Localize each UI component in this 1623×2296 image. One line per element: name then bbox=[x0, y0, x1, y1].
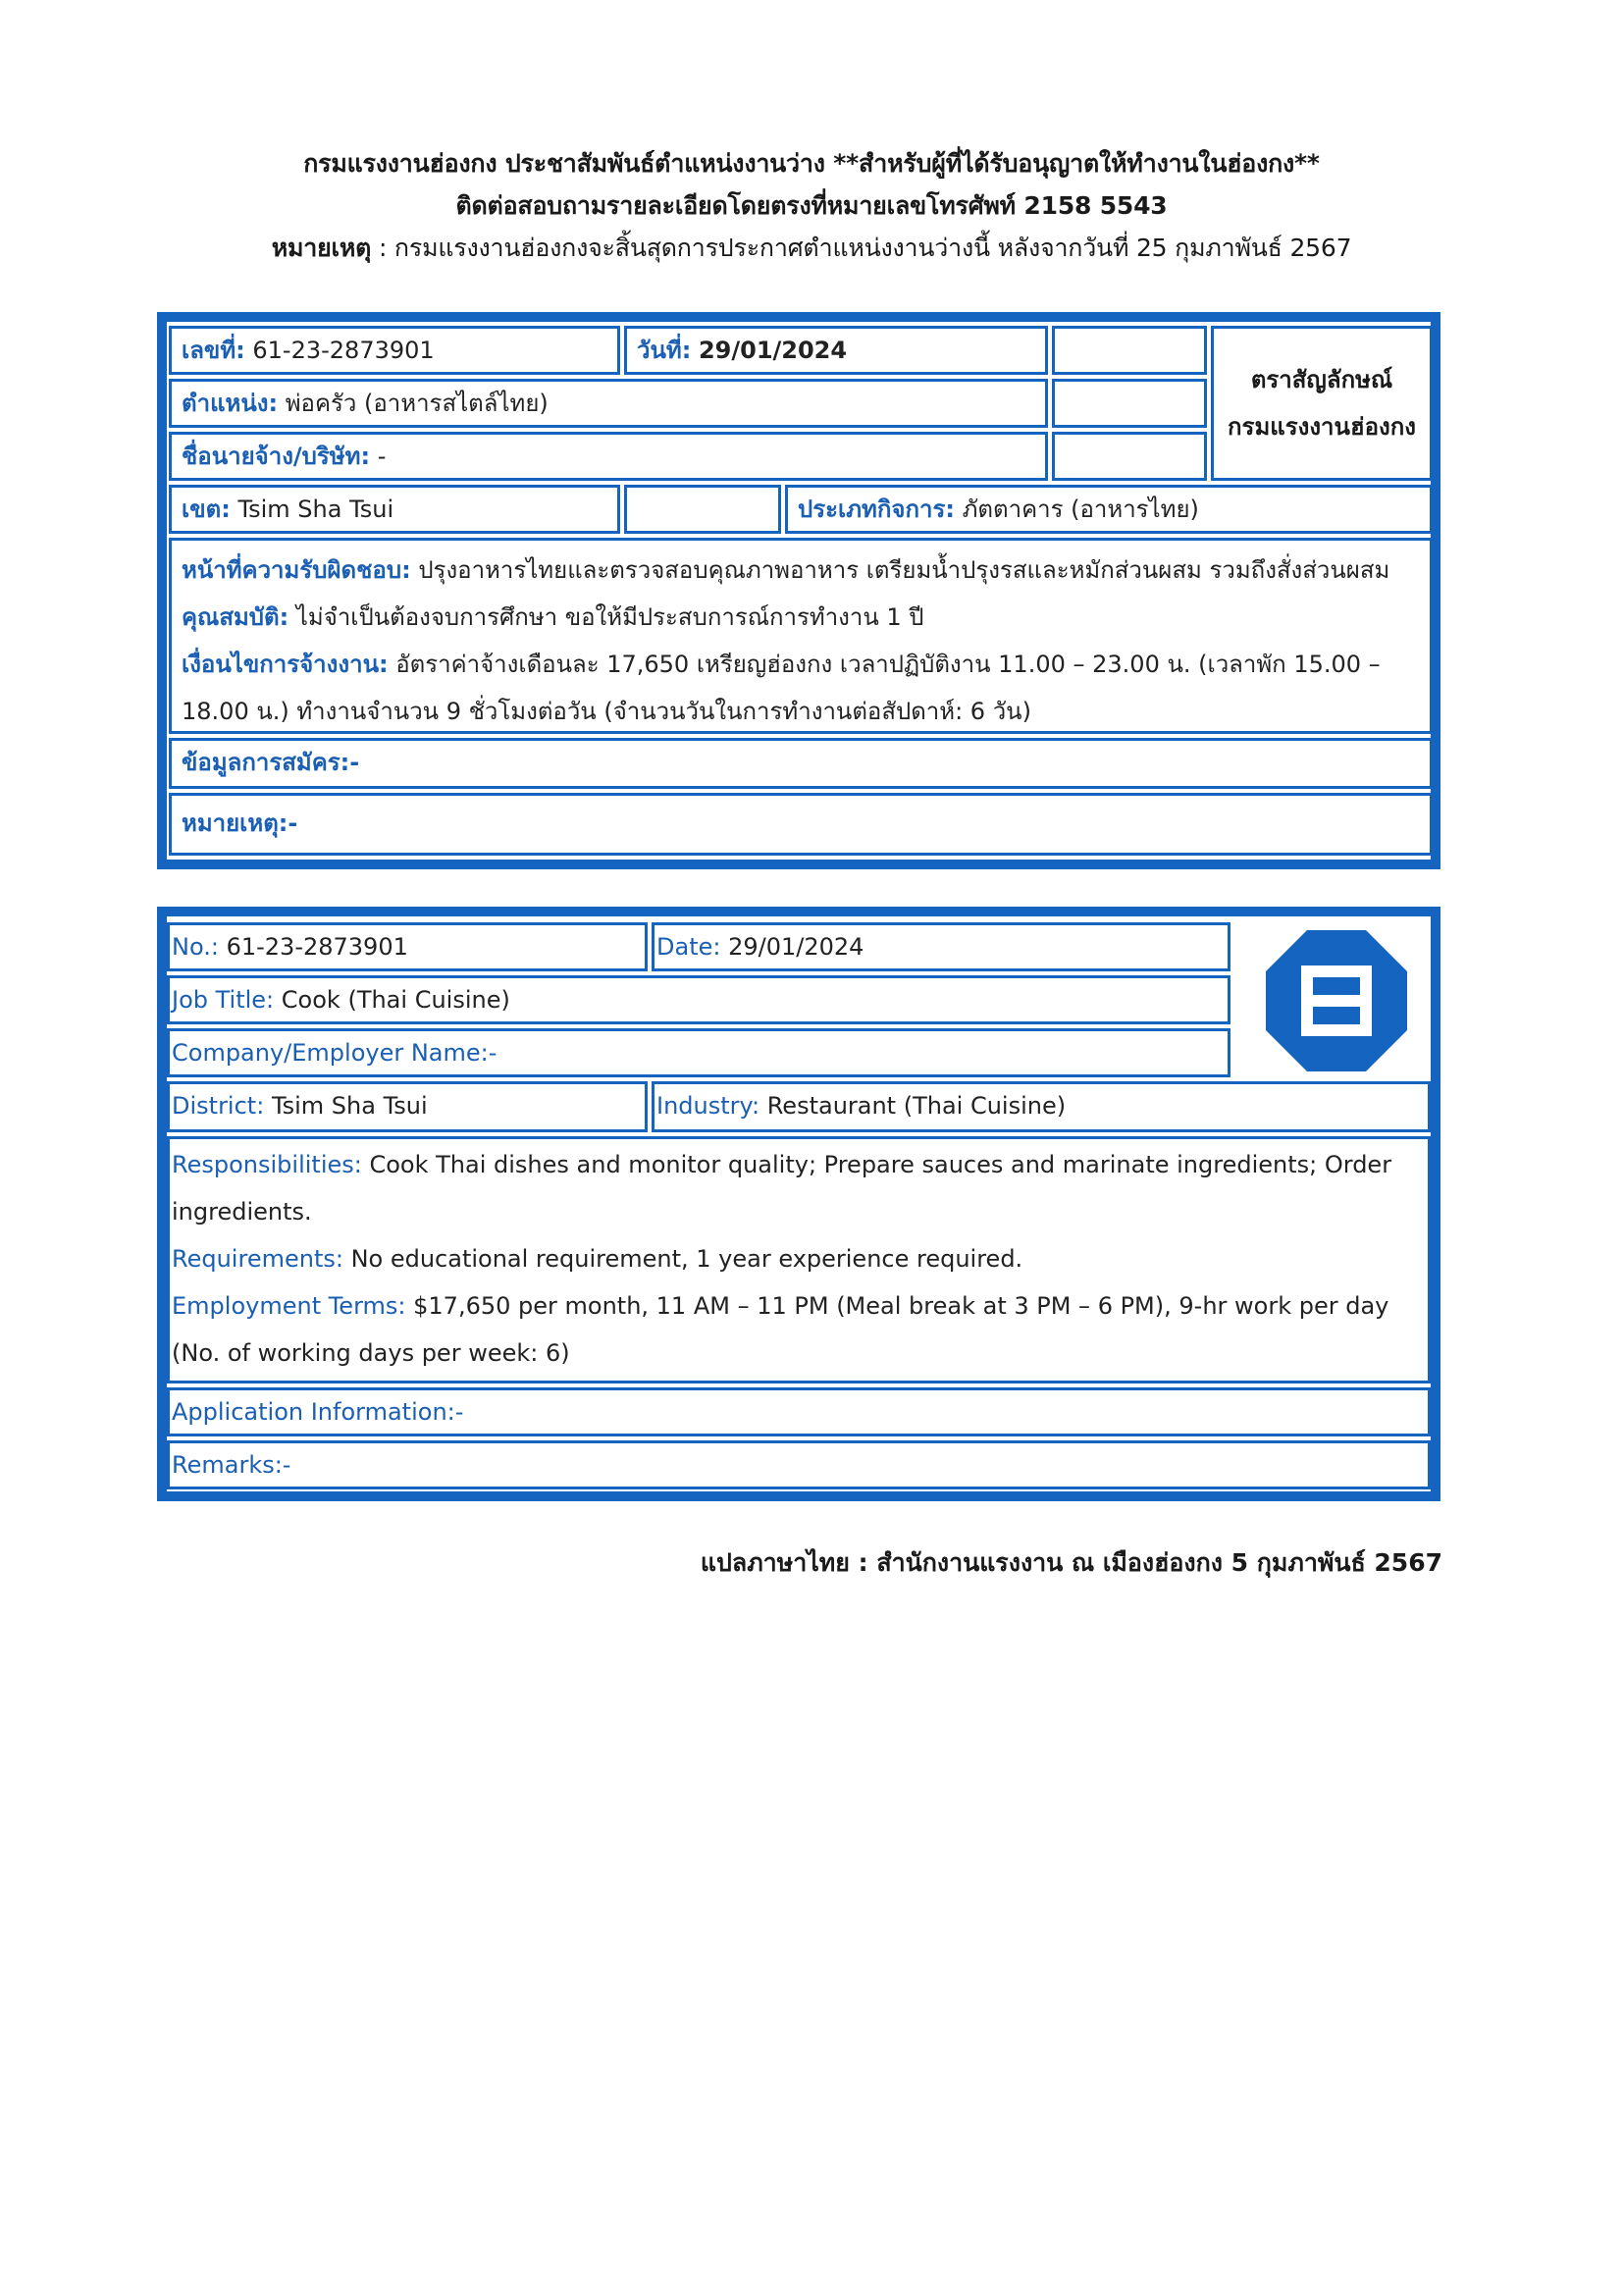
thai-terms bbox=[182, 641, 1420, 734]
thai-employer-cell bbox=[169, 432, 1048, 481]
en-details-cell bbox=[167, 1136, 1431, 1383]
thai-seal-line-2: กรมแรงงานฮ่องกง bbox=[1228, 413, 1416, 441]
thai-industry-cell bbox=[785, 485, 1433, 534]
en-no-value: 61-23-2873901 bbox=[226, 933, 408, 961]
thai-empty-cell-4 bbox=[624, 485, 781, 534]
translation-credit: แปลภาษาไทย : สำนักงานแรงงาน ณ เมืองฮ่องกง 5 กุมภาพันธ์ 2567 bbox=[700, 1548, 1442, 1577]
thai-terms-value: อัตราค่าจ้างเดือนละ 17,650 เหรียญฮ่องกง เวลาปฏิบัติงาน 11.00 – 23.00 น. (เวลาพัก 15.00 – 18.00 น.) ทำงานจำนวน 9 ชั่วโมงต่อวัน (จำนวนวันในการทำงานต่อสัปดาห์: 6 วัน) bbox=[182, 651, 1381, 725]
en-req-label: Requirements: bbox=[172, 1245, 343, 1273]
en-resp-value: Cook Thai dishes and monitor quality; Prepare sauces and marinate ingredients; Order ingredients. bbox=[172, 1151, 1392, 1226]
en-remarks-label: Remarks:- bbox=[172, 1451, 291, 1479]
thai-remarks-cell bbox=[169, 793, 1433, 856]
thai-remarks-label: หมายเหตุ:- bbox=[182, 809, 298, 837]
thai-terms-label: เงื่อนไขการจ้างงาน: bbox=[182, 651, 389, 678]
en-no-label: No.: bbox=[172, 933, 219, 961]
en-title-cell bbox=[167, 975, 1230, 1024]
en-no-cell bbox=[167, 922, 648, 971]
thai-empty-cell-1 bbox=[1052, 326, 1207, 375]
en-application-cell bbox=[167, 1387, 1431, 1436]
en-terms-label: Employment Terms: bbox=[172, 1292, 406, 1320]
thai-seal-cell bbox=[1211, 326, 1433, 481]
en-req-value: No educational requirement, 1 year experience required. bbox=[350, 1245, 1023, 1273]
en-employer-label: Company/Employer Name:- bbox=[172, 1039, 497, 1067]
thai-req-label: คุณสมบัติ: bbox=[182, 603, 289, 631]
en-industry-value: Restaurant (Thai Cuisine) bbox=[766, 1092, 1067, 1120]
en-district-label: District: bbox=[172, 1092, 265, 1120]
thai-date-cell bbox=[624, 326, 1048, 375]
thai-application-cell bbox=[169, 738, 1433, 789]
en-industry-cell bbox=[652, 1081, 1431, 1132]
labour-logo-svg bbox=[1266, 930, 1407, 1071]
en-responsibilities bbox=[172, 1141, 1418, 1235]
thai-resp-value: ปรุงอาหารไทยและตรวจสอบคุณภาพอาหาร เตรียมน้ำปรุงรสและหมักส่วนผสม รวมถึงสั่งส่วนผสม bbox=[418, 556, 1390, 584]
thai-industry-value: ภัตตาคาร (อาหารไทย) bbox=[962, 496, 1199, 523]
labour-department-logo-icon bbox=[1266, 930, 1407, 1071]
thai-district-value: Tsim Sha Tsui bbox=[237, 496, 394, 523]
notice-header bbox=[0, 142, 1623, 269]
thai-date-value: 29/01/2024 bbox=[698, 337, 848, 364]
thai-no-label: เลขที่: bbox=[182, 337, 245, 364]
en-district-value: Tsim Sha Tsui bbox=[271, 1092, 428, 1120]
en-requirements bbox=[172, 1235, 1418, 1282]
en-title-value: Cook (Thai Cuisine) bbox=[281, 986, 510, 1014]
thai-no-cell bbox=[169, 326, 620, 375]
thai-no-value: 61-23-2873901 bbox=[252, 337, 435, 364]
thai-resp-label: หน้าที่ความรับผิดชอบ: bbox=[182, 556, 411, 584]
thai-details-cell bbox=[169, 538, 1433, 734]
en-application-label: Application Information:- bbox=[172, 1398, 464, 1426]
thai-date-label: วันที่: bbox=[637, 337, 692, 364]
thai-empty-cell-2 bbox=[1052, 379, 1207, 428]
en-terms bbox=[172, 1282, 1418, 1377]
thai-vacancy-card bbox=[157, 312, 1440, 869]
thai-title-value: พ่อครัว (อาหารสไตล์ไทย) bbox=[285, 390, 549, 417]
thai-empty-cell-3 bbox=[1052, 432, 1207, 481]
english-vacancy-card bbox=[157, 907, 1440, 1501]
thai-industry-label: ประเภทกิจการ: bbox=[798, 496, 955, 523]
en-date-value: 29/01/2024 bbox=[728, 933, 864, 961]
thai-application-label: ข้อมูลการสมัคร:- bbox=[182, 749, 360, 776]
en-date-cell bbox=[652, 922, 1230, 971]
thai-title-cell bbox=[169, 379, 1048, 428]
en-industry-label: Industry: bbox=[656, 1092, 760, 1120]
thai-requirements bbox=[182, 594, 1420, 641]
en-title-label: Job Title: bbox=[172, 986, 275, 1014]
en-employer-cell bbox=[167, 1028, 1230, 1077]
en-district-cell bbox=[167, 1081, 648, 1132]
header-note-label: หมายเหตุ bbox=[271, 234, 372, 262]
thai-title-label: ตำแหน่ง: bbox=[182, 390, 279, 417]
en-remarks-cell bbox=[167, 1440, 1431, 1489]
thai-employer-label: ชื่อนายจ้าง/บริษัท: bbox=[182, 443, 371, 470]
en-terms-value: $17,650 per month, 11 AM – 11 PM (Meal break at 3 PM – 6 PM), 9-hr work per day (No. of working days per week: 6) bbox=[172, 1292, 1389, 1367]
en-resp-label: Responsibilities: bbox=[172, 1151, 362, 1178]
thai-district-cell bbox=[169, 485, 620, 534]
thai-employer-value: - bbox=[377, 443, 387, 470]
header-note-text: : กรมแรงงานฮ่องกงจะสิ้นสุดการประกาศตำแหน่งงานว่างนี้ หลังจากวันที่ 25 กุมภาพันธ์ 2567 bbox=[371, 234, 1352, 262]
thai-responsibilities bbox=[182, 547, 1420, 594]
thai-district-label: เขต: bbox=[182, 496, 231, 523]
thai-req-value: ไม่จำเป็นต้องจบการศึกษา ขอให้มีประสบการณ์การทำงาน 1 ปี bbox=[295, 603, 924, 631]
header-line-2: ติดต่อสอบถามรายละเอียดโดยตรงที่หมายเลขโทรศัพท์ 2158 5543 bbox=[455, 191, 1168, 220]
header-line-3 bbox=[0, 227, 1623, 269]
en-date-label: Date: bbox=[656, 933, 721, 961]
thai-seal-line-1: ตราสัญลักษณ์ bbox=[1250, 366, 1393, 393]
header-line-1: กรมแรงงานฮ่องกง ประชาสัมพันธ์ตำแหน่งงานว่าง **สำหรับผู้ที่ได้รับอนุญาตให้ทำงานในฮ่องกง** bbox=[303, 149, 1320, 178]
